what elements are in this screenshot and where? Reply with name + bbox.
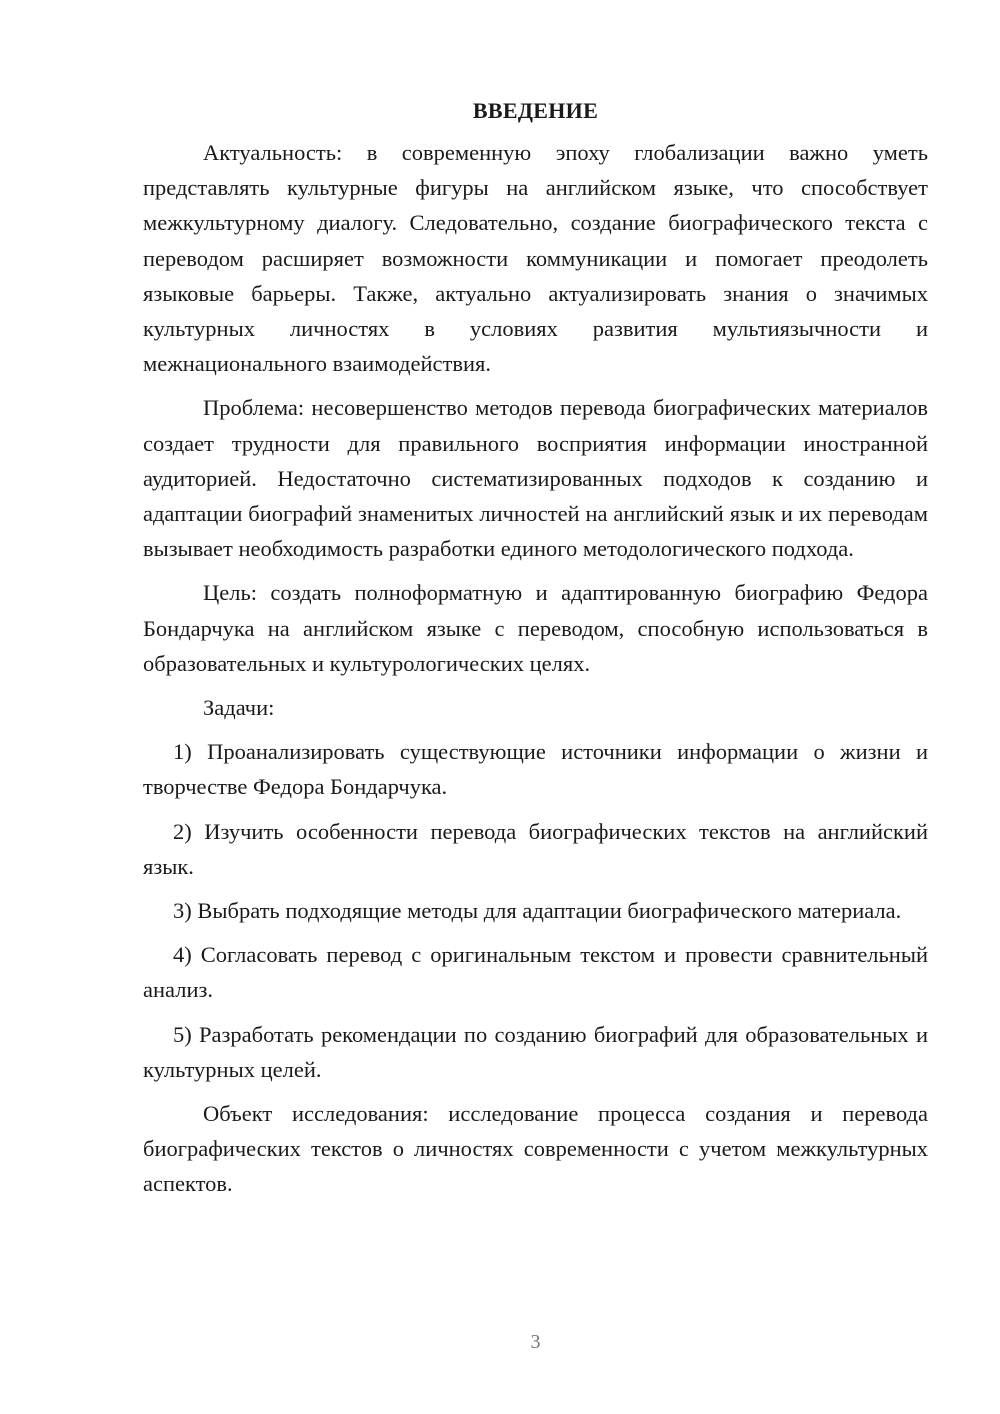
goal-paragraph: Цель: создать полноформатную и адаптированную биографию Федора Бондарчука на английском языке с переводом, способную использоваться в образовательных и культурологических целях. — [143, 580, 928, 676]
problem-paragraph: Проблема: несовершенство методов перевода биографических материалов создает трудности для правильного восприятия информации иностранной аудиторией. Недостаточно систематизированных подходов к созданию и адаптации биографий знаменитых личностей на английский язык и их переводам вызывает необходимость разработки единого методологического подхода. — [143, 395, 928, 562]
page-number: 3 — [530, 1331, 541, 1353]
task-item-2: 2) Изучить особенности перевода биографических текстов на английский язык. — [143, 818, 928, 879]
tasks-label: Задачи: — [203, 695, 275, 721]
task-item-4: 4) Согласовать перевод с оригинальным текстом и провести сравнительный анализ. — [143, 942, 928, 1003]
document-page — [143, 95, 928, 1211]
object-paragraph: Объект исследования: исследование процесса создания и перевода биографических текстов о личностях современности с учетом межкультурных аспектов. — [143, 1101, 928, 1197]
task-item-3: 3) Выбрать подходящие методы для адаптации биографического материала. — [173, 898, 902, 924]
task-item-5: 5) Разработать рекомендации по созданию биографий для образовательных и культурных целей. — [143, 1021, 928, 1082]
relevance-paragraph: Актуальность: в современную эпоху глобализации важно уметь представлять культурные фигуры на английском языке, что способствует межкультурному диалогу. Следовательно, создание биографического текста с переводом расширяет возможности коммуникации и помогает преодолеть языковые барьеры. Также, актуально актуализировать знания о значимых культурных личностях в условиях развития мультиязычности и межнационального взаимодействия. — [143, 140, 928, 377]
page-title: ВВЕДЕНИЕ — [472, 98, 599, 123]
task-item-1: 1) Проанализировать существующие источники информации о жизни и творчестве Федора Бондарчука. — [143, 739, 928, 800]
tasks-list — [143, 734, 928, 1087]
